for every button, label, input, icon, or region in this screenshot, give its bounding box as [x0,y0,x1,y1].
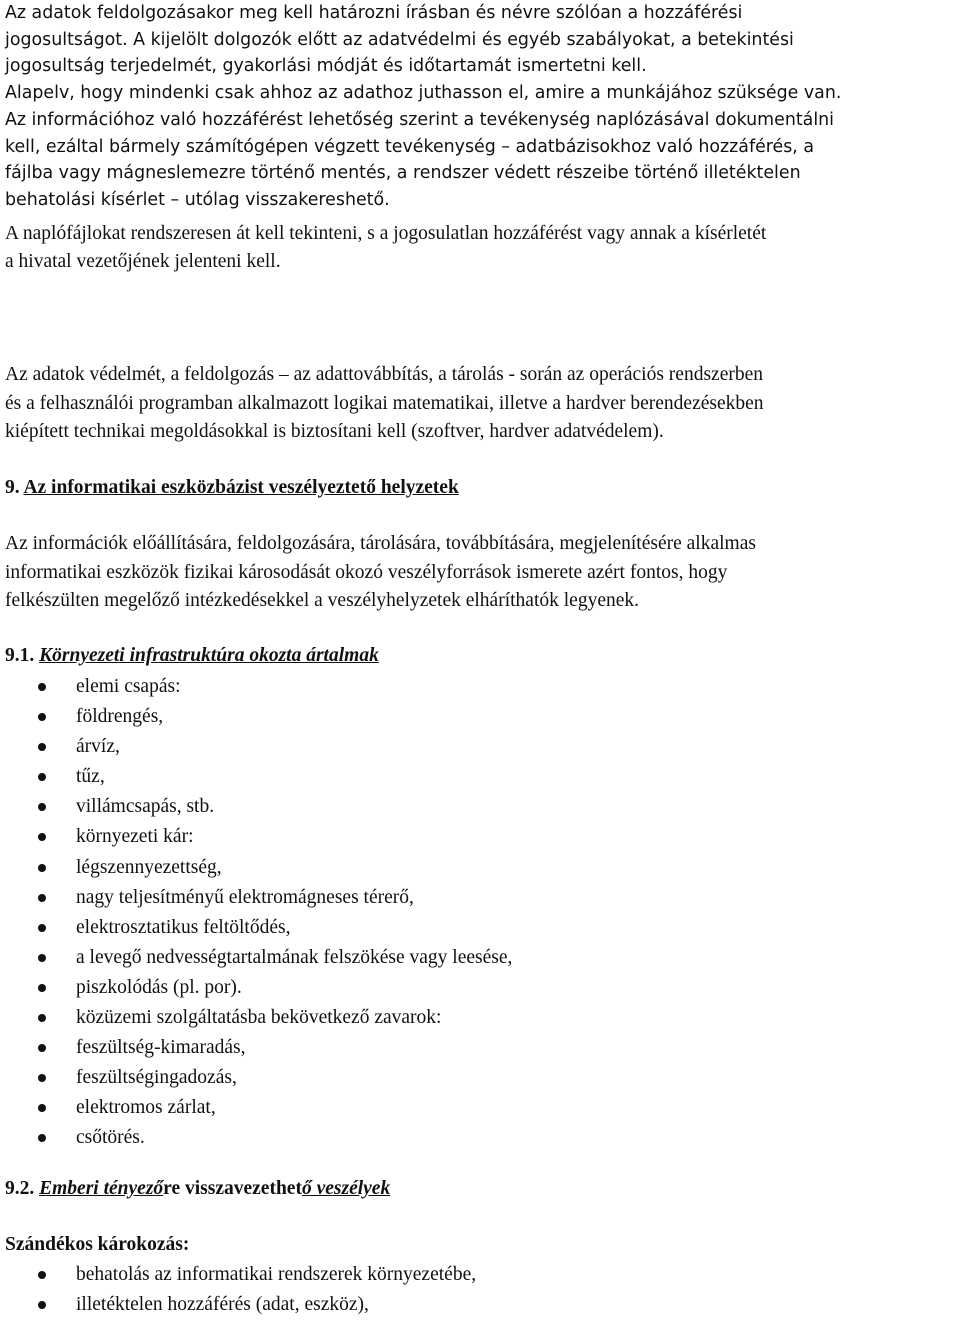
list-item: piszkolódás (pl. por). [5,973,958,1003]
section-9-number: 9. [5,477,24,498]
protection-line-1: Az adatok védelmét, a feldolgozás – az adattovábbítás, a tárolás - során az operációs rendszerben [5,364,763,385]
intentional-damage-list [5,1260,958,1320]
intro-line-1: Az adatok feldolgozásakor meg kell határozni írásban és névre szólóan a hozzáférési [5,3,743,23]
section-9-1-list [5,672,958,1154]
review-line-2: a hivatal vezetőjének jelenteni kell. [5,251,281,272]
list-item: földrengés, [5,702,958,732]
section-9-line-2: informatikai eszközök fizikai károsodását okozó veszélyforrások ismerete azért fontos, hogy [5,561,728,583]
section-9-2-title-part-3: ő veszélyek [301,1178,391,1199]
access-rights-block [5,0,958,213]
list-item: környezeti kár: [5,822,958,852]
intro-line-3: jogosultság terjedelmét, gyakorlási módját és időtartamát ismertetni kell. [5,56,647,76]
logging-line-4: behatolási kísérlet – utólag visszakereshető. [5,189,390,210]
review-line-1: A naplófájlokat rendszeresen át kell tekinteni, s a jogosulatlan hozzáférést vagy annak a kísérletét [5,223,767,244]
list-item: légszennyezettség, [5,853,958,883]
list-item: elektrosztatikus feltöltődés, [5,913,958,943]
list-item: elemi csapás: [5,672,958,702]
list-item: csőtörés. [5,1123,958,1153]
protection-line-2: és a felhasználói programban alkalmazott logikai matematikai, illetve a hardver berendezésekben [5,392,764,414]
section-9-1-number: 9.1. [5,645,40,666]
protection-line-3: kiépített technikai megoldásokkal is biztosítani kell (szoftver, hardver adatvédelem). [5,421,664,442]
list-item: tűz, [5,762,958,792]
section-9-2-number: 9.2. [5,1178,40,1199]
list-item: elektromos zárlat, [5,1093,958,1123]
list-item: a levegő nedvességtartalmának felszökése vagy leesése, [5,943,958,973]
list-item: közüzemi szolgáltatásba bekövetkező zavarok: [5,1003,958,1033]
section-9-line-1: Az információk előállítására, feldolgozására, tárolására, továbbítására, megjelenítésére alkalmas [5,533,756,554]
list-item: feszültségingadozás, [5,1063,958,1093]
list-item: illetéktelen hozzáférés (adat, eszköz), [5,1290,958,1320]
list-item: feszültség-kimaradás, [5,1033,958,1063]
list-item: nagy teljesítményű elektromágneses térerő, [5,883,958,913]
list-item: behatolás az informatikai rendszerek környezetébe, [5,1260,958,1290]
principle-paragraph: Alapelv, hogy mindenki csak ahhoz az adathoz juthasson el, amire a munkájához szüksége van. [5,82,842,103]
section-9-2-heading [5,1175,958,1203]
intro-line-2: jogosultságot. A kijelölt dolgozók előtt az adatvédelmi és egyéb szabályokat, a betekintési [5,29,794,50]
section-9-2-title-part-1: Emberi tényező [39,1178,164,1199]
list-item: villámcsapás, stb. [5,792,958,822]
section-9-title: Az informatikai eszközbázist veszélyeztető helyzetek [23,477,459,498]
logging-line-2: kell, ezáltal bármely számítógépen végzett tevékenység – adatbázisokhoz való hozzáférés, a [5,136,815,157]
section-9-heading [5,474,958,502]
list-item: árvíz, [5,732,958,762]
protection-paragraph [5,361,958,447]
review-paragraph [5,220,958,276]
section-9-line-3: felkészülten megelőző intézkedésekkel a veszélyhelyzetek elháríthatók legyenek. [5,590,639,611]
logging-line-1: Az információhoz való hozzáférést lehetőség szerint a tevékenység naplózásával dokumentálni [5,110,835,130]
section-9-1-title: Környezeti infrastruktúra okozta ártalmak [39,645,379,666]
section-9-1-heading [5,642,958,670]
logging-line-3: fájlba vagy mágneslemezre történő mentés, a rendszer védett részeibe történő illetéktelen [5,163,801,183]
intentional-damage-heading: Szándékos károkozás: [5,1234,190,1255]
section-9-paragraph [5,530,958,616]
section-9-2-title-part-2: re visszavezethet [163,1178,302,1199]
